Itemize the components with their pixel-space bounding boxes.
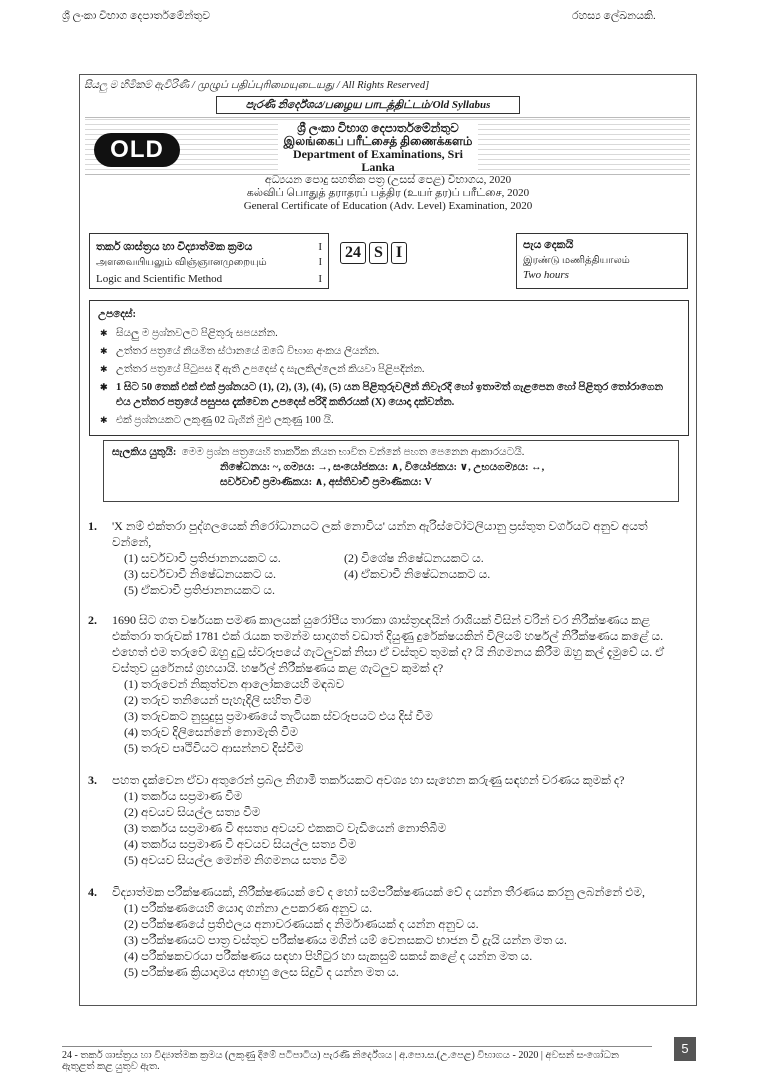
subject-tamil: அளவையியலும் விஞ்ஞானமுறையும் [96, 257, 267, 268]
option: (1) තරුවෙන් නිකුත්වන ආලෝකයෙහි මඳබව [124, 677, 345, 691]
instruction-item: ✱ 1 සිට 50 තෙක් එක් එක් ප්‍රශ්නයට (1), (2), (3), (4), (5) යන පිළිතුරුවලින් නිවැරදි හෝ ඉතාමත් ගැළපෙන හෝ පිළිතුර තෝරාගෙන එය උත්තර පත්‍රයේ පසුපස දැක්වෙන උපදෙස් පරිදි කතිරයක් (X) යොදා දක්වන්න. [98, 380, 680, 410]
instruction-item: ✱ උත්තර පත්‍රයේ නියමිත ස්ථානයේ ඔබේ විභාග අංකය ලියන්න. [98, 344, 680, 359]
option: (2) තරුව තනියෙන් පැහැදිලි සහිත වීම [124, 693, 312, 707]
option: (1) පරීක්ෂණයෙහි යොදා ගන්නා උපකරණ අනුව ය. [124, 901, 373, 915]
notes-line2: නිෂේධනය: ~, ගම්‍යය: →, සංයෝජකය: ∧, වියෝජකය: ∨, උභයගම්‍යය: ↔, [220, 462, 545, 473]
option: (3) තර්කය සප්‍රමාණ වී අසත්‍ය අවයව එකකට වැඩියෙන් නොතිබීම [124, 821, 447, 835]
question-4 [88, 884, 688, 980]
option: (1) තර්කය සප්‍රමාණ වීම [124, 789, 243, 803]
notes-title: සැලකිය යුතුයි: [112, 447, 177, 458]
time-tamil: இரண்டு மணித்தியாலம் [523, 255, 630, 266]
exam-english: General Certificate of Education (Adv. Level) Examination, 2020 [243, 200, 533, 212]
question-number: 2. [88, 613, 97, 627]
time-english: Two hours [523, 269, 569, 281]
notes-box [103, 440, 679, 502]
question-stem: 1690 සිට ගත වර්ෂයක පමණ කාලයක් යුරෝපීය තාරකා ශාස්ත්‍රඥයින් රාශියක් විසින් වරින් වර නිරීක්ෂණය කළ එක්තරා තරුවක් 1781 එක් රැයක තමන්ම සාදාගත් වඩාත් දියුණු දුරේක්ෂයකින් විලියම් හර්ෂල් නිරීක්ෂණය කළේ ය. එහෙත් එම තරුවේ ඔහු දුටු ස්වරූපයේ ගැටලුවක් නිසා ඒ වස්තුව තුමක් ද? යි නිගමනය කිරීම ඔහු කල් දැමුවේ ය. ඒ වස්තුව යුරේනස් ග්‍රහයායි. හර්ෂල් නිරීක්ෂණය කළ ගැටලුව කුමක් ද? [112, 613, 665, 675]
option: (3) සර්වවාචී නිෂේධනයකට ය. [124, 567, 277, 581]
department-sinhala: ශ්‍රී ලංකා විභාග දෙපාර්තමේන්තුව [297, 121, 459, 135]
header-right: රහස්‍ය ලේඛනයකි. [572, 10, 656, 22]
option: (1) සර්වවාචී ප්‍රතිජානනයකට ය. [124, 551, 281, 565]
code-medium: S [369, 242, 388, 264]
question-stem: 'X නම් එක්තරා පුද්ගලයෙක් නිරෝධානයට ලක් නොවිය' යන්න ඇරිස්ටෝටලියානු ප්‍රස්තුත වර්ගයට අනුව අයත් වන්නේ, [112, 519, 648, 549]
subject-box [89, 233, 329, 289]
exam-sinhala: අධ්‍යයන පොදු සහතික පත්‍ර (උසස් පෙළ) විභාගය, 2020 [264, 174, 512, 186]
department-title [278, 122, 478, 174]
question-stem: විද්‍යාත්මක පරීක්ෂණයක්, නිරීක්ෂණයක් වේ ද හෝ සම්පරීක්ෂණයක් වේ ද යන්න තීරණය කරනු ලබන්නේ එම, [112, 885, 646, 899]
option: (4) තර්කය සප්‍රමාණ වී අවයව සියල්ල සත්‍ය වීම [124, 837, 357, 851]
exam-tamil: கல்விப் பொதுத் தராதரப் பத்திர (உயர் தர)ப் பரீட்சை, 2020 [246, 187, 530, 199]
option: (5) ඒකවාචී ප්‍රතිජානනයකට ය. [124, 583, 275, 597]
question-number: 1. [88, 519, 97, 533]
instructions-box [89, 300, 689, 436]
question-2 [88, 612, 688, 756]
paper-roman: I [318, 241, 322, 253]
notes-line1: මෙම ප්‍රශ්න පත්‍රයෙහි තාර්කික නියත භාවිත වන්නේ පහත පෙනෙන ආකාරයටයි. [181, 447, 525, 458]
rights-notice: සියලු ම හිමිකම් ඇවිරිණි / முழுப் பதிப்புரிமையுடையது / All Rights Reserved] [84, 80, 430, 91]
option: (4) පරීක්ෂකවරයා පරීක්ෂණය සඳහා පිහිටුර හා සැකසුම් සකස් කළේ ද යන්න මත ය. [124, 949, 533, 963]
instruction-item: ✱ සියලු ම ප්‍රශ්නවලට පිළිතුරු සපයන්න. [98, 326, 680, 341]
option: (3) තරුවකට නුසුදුසු ප්‍රමාණයේ තැටියක ස්වරූපයට එය දිස් වීම [124, 709, 433, 723]
old-badge: OLD [94, 133, 180, 167]
option: (4) ඒකවාචී නිෂේධනයකට ය. [344, 567, 491, 581]
subject-sinhala: තර්ක ශාස්ත්‍රය හා විද්‍යාත්මක ක්‍රමය [96, 241, 253, 253]
option: (2) පරීක්ෂණයේ ප්‍රතිඵලය අනාවරණයක් ද නිර්මාණයක් ද යන්න අනුව ය. [124, 917, 479, 931]
instructions-title: උපදෙස්: [98, 309, 136, 320]
paper-roman-3: I [318, 273, 322, 285]
header-left: ශ්‍රී ලංකා විභාග දෙපාර්තමේන්තුව [62, 10, 211, 22]
notes-line3: සර්වවාචී ප්‍රමාණිකය: ∧, අස්තිවාචී ප්‍රමාණිකය: V [220, 477, 432, 488]
question-1 [88, 518, 688, 598]
question-number: 4. [88, 885, 97, 899]
department-english: Department of Examinations, Sri Lanka [293, 147, 463, 174]
subject-english: Logic and Scientific Method [96, 273, 223, 285]
time-box [516, 233, 688, 289]
option: (2) විශේෂ නිෂේධනයකට ය. [344, 551, 484, 565]
option: (5) පරීක්ෂණ ක්‍රියාදාමය අභාහු ලෙස සිදුවී ද යන්න මත ය. [124, 965, 399, 979]
option: (5) අවයව සියල්ල මෙන්ම නිගමනය සත්‍ය වීම [124, 853, 347, 867]
question-stem: පහත දැක්වෙන ඒවා අතුරෙන් ප්‍රබල නිගාමී තර්කයකට අවශ්‍ය හා සැහෙන කරුණු සඳහන් වරණය කුමක් ද? [112, 773, 625, 787]
code-number: 24 [340, 242, 366, 264]
paper-roman-2: I [318, 257, 322, 268]
old-syllabus-label: පැරණි නිර්දේශය/பழைய பாடத்திட்டம்/Old Syllabus [216, 96, 520, 114]
exam-title [208, 174, 568, 213]
question-number: 3. [88, 773, 97, 787]
option: (2) අවයව සියල්ල සත්‍ය වීම [124, 805, 261, 819]
question-3 [88, 772, 688, 868]
page-number: 5 [674, 1037, 696, 1061]
instruction-item: ✱ එක් ප්‍රශ්නයකට ලකුණු 02 බැගින් මුළු ලකුණු 100 යි. [98, 413, 680, 428]
subject-codes [340, 242, 410, 264]
footer-text: 24 - තර්ක ශාස්ත්‍රය හා විද්‍යාත්මක ක්‍රමය (ලකුණු දීමේ පටිපාටිය) පැරණි නිර්දේශය | අ.පො.ස.(උ.පෙළ) විභාගය - 2020 | අවසන් සංශෝධන ඇතුළත් කළ යුතුව ඇත. [62, 1046, 652, 1072]
department-tamil: இலங்கைப் பரீட்சைத் திணைக்களம் [283, 134, 473, 148]
option: (4) තරුව දිලිසෙන්නේ නොමැති වීම [124, 725, 299, 739]
time-sinhala: පැය දෙකයි [523, 239, 574, 251]
instruction-item: ✱ උත්තර පත්‍රයේ පිටුපස දී ඇති උපදෙස් ද සැලකිල්ලෙන් කියවා පිළිපදින්න. [98, 362, 680, 377]
option: (3) පරීක්ෂණයට පාත්‍ර වස්තුව පරීක්ෂණය මගින් යම් වෙනසකට භාජන වී ද්‍රැයි යන්න මත ය. [124, 933, 567, 947]
code-paper: I [391, 242, 407, 264]
option: (5) තරුව පෘථිවියට ආසන්නව දිස්වීම [124, 741, 304, 755]
